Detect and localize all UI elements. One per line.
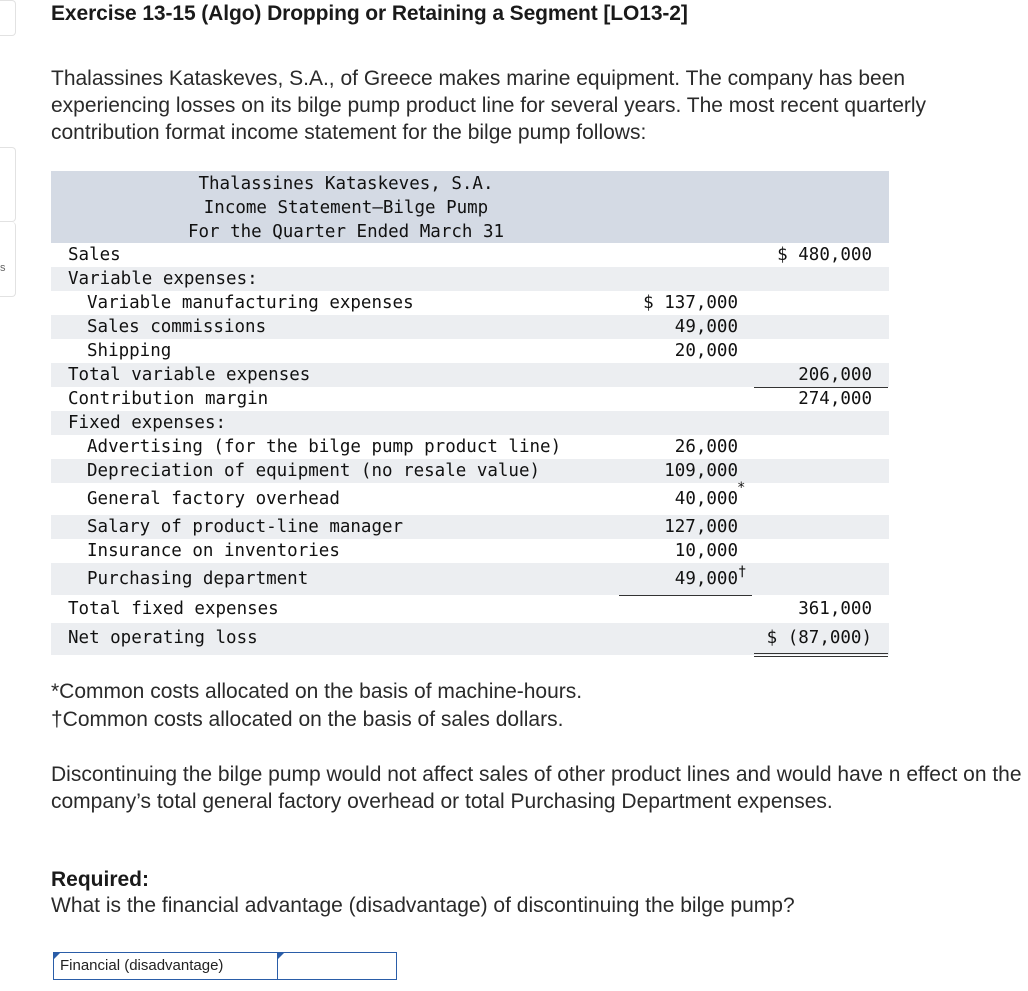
row-total-variable: [51, 363, 889, 387]
corner-marker-icon: [278, 953, 284, 959]
row-label: General factory overhead: [87, 489, 340, 509]
side-edge-text: s: [0, 262, 6, 274]
answer-row: [53, 952, 397, 980]
row-variable-header: [51, 267, 889, 291]
statement-title: Income Statement—Bilge Pump: [203, 198, 489, 218]
row-general-overhead: [51, 480, 889, 515]
statement-header: [51, 171, 889, 243]
exercise-title: Exercise 13-15 (Algo) Dropping or Retaining a Segment [LO13-2]: [51, 2, 688, 25]
footnote-mark: *: [737, 480, 746, 496]
row-sales: [51, 243, 889, 267]
footnote-sales-dollars: †Common costs allocated on the basis of sales dollars.: [51, 708, 564, 731]
row-sales-commissions: [51, 315, 889, 339]
row-label: Total variable expenses: [68, 365, 311, 385]
row-total-fixed: [51, 595, 889, 623]
row-label: Salary of product-line manager: [87, 517, 404, 537]
required-question: What is the financial advantage (disadvantage) of discontinuing the bilge pump?: [51, 894, 795, 917]
detail-amount: 49,000: [674, 317, 738, 337]
answer-label: [54, 953, 278, 979]
footnote-mark: †: [738, 564, 747, 580]
row-contribution-margin: [51, 387, 889, 411]
total-amount: 361,000: [754, 595, 888, 624]
total-amount: $ 480,000: [777, 245, 872, 265]
detail-amount: 40,000: [674, 489, 738, 509]
row-label: Variable expenses:: [68, 269, 258, 289]
row-purchasing: [51, 563, 889, 595]
row-advertising: [51, 435, 889, 459]
row-fixed-header: [51, 411, 889, 435]
company-name: Thalassines Kataskeves, S.A.: [198, 174, 494, 194]
detail-amount: 10,000: [674, 541, 738, 561]
answer-label-text: Financial (disadvantage): [60, 957, 224, 974]
row-variable-manufacturing: [51, 291, 889, 315]
answer-cell: [278, 953, 396, 979]
row-label: Sales commissions: [87, 317, 267, 337]
row-label: Fixed expenses:: [68, 413, 227, 433]
detail-amount: $ 137,000: [643, 293, 738, 313]
side-tab[interactable]: [0, 147, 16, 222]
row-salary: [51, 515, 889, 539]
row-label: Contribution margin: [68, 389, 269, 409]
intro-paragraph: Thalassines Kataskeves, S.A., of Greece makes marine equipment. The company has been experiencing losses on its bilge pump product line for several years. The most recent quarterly contribution format income statement for the bilge pump follows:: [51, 67, 927, 144]
detail-amount: 20,000: [619, 339, 752, 364]
corner-marker-icon: [54, 953, 60, 959]
row-label: Total fixed expenses: [68, 599, 279, 619]
detail-amount: 109,000: [664, 461, 738, 481]
total-amount: 206,000: [754, 363, 888, 388]
row-net-operating-loss: [51, 623, 889, 655]
required-heading: Required:: [51, 868, 150, 891]
income-statement-table: [51, 171, 889, 655]
row-label: Sales: [68, 245, 121, 265]
row-label: Depreciation of equipment (no resale value): [87, 461, 541, 481]
row-insurance: [51, 539, 889, 563]
row-label: Purchasing department: [87, 569, 309, 589]
side-tab[interactable]: [0, 222, 16, 297]
statement-period: For the Quarter Ended March 31: [187, 222, 505, 242]
row-label: Shipping: [87, 341, 172, 361]
total-amount: $ (87,000): [754, 623, 888, 657]
detail-amount: 127,000: [664, 517, 738, 537]
row-depreciation: [51, 459, 889, 483]
row-label: Net operating loss: [68, 628, 258, 648]
row-label: Insurance on inventories: [87, 541, 340, 561]
footnote-machine-hours: *Common costs allocated on the basis of machine-hours.: [51, 680, 583, 703]
side-tab[interactable]: [0, 0, 16, 36]
row-shipping: [51, 339, 889, 363]
detail-amount: 49,000: [619, 563, 752, 596]
detail-amount: 26,000: [674, 437, 738, 457]
discontinue-paragraph: Discontinuing the bilge pump would not affect sales of other product lines and would have n effect on the company’s total general factory overhead or total Purchasing Department expenses.: [51, 763, 1022, 813]
row-label: Variable manufacturing expenses: [87, 293, 414, 313]
financial-advantage-input[interactable]: [278, 953, 396, 979]
total-amount: 274,000: [798, 389, 872, 409]
row-label: Advertising (for the bilge pump product line): [87, 437, 562, 457]
